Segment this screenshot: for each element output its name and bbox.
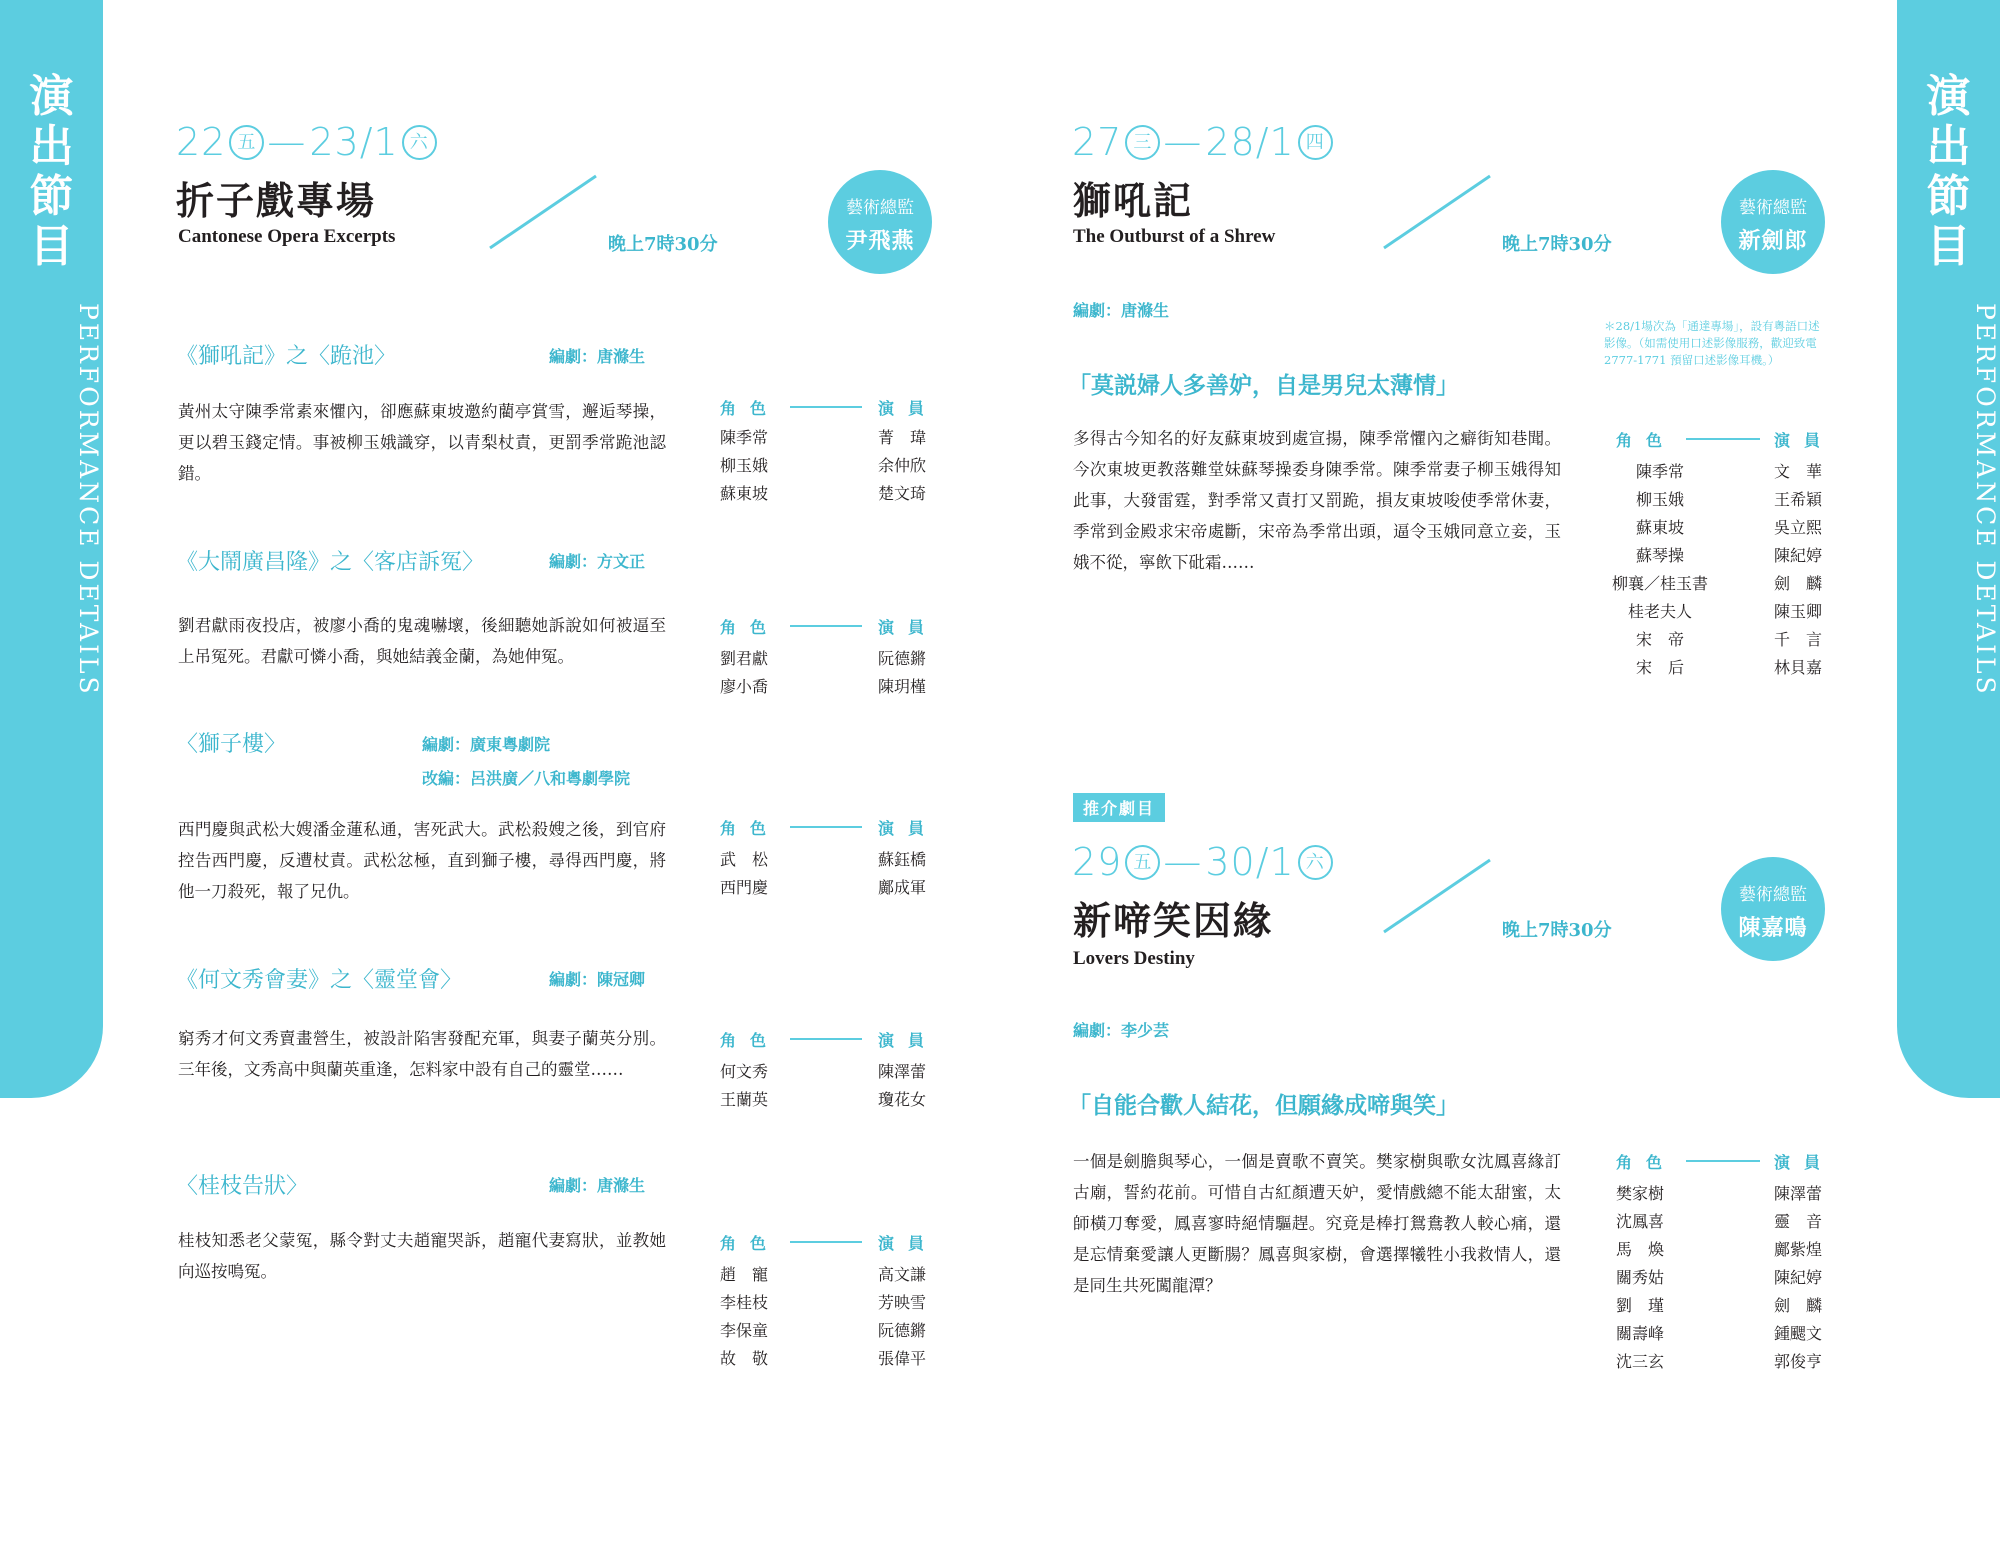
playwright-credit: 編劇：方文正: [549, 552, 646, 571]
weekday-badge: 五: [1125, 845, 1160, 880]
playwright-credit: 編劇：廣東粵劇院: [422, 735, 551, 754]
cast-actors: 文 華 王希穎 吳立熙 陳紀婷 劍 麟 陳玉卿 千 言 林貝嘉: [1774, 462, 1823, 677]
show-title-cn: 獅吼記: [1073, 178, 1194, 223]
artistic-director-badge: 藝術總監 尹飛燕: [828, 170, 932, 274]
cast-header: 角色 演員: [720, 819, 939, 838]
recommended-badge: 推介劇目: [1073, 793, 1165, 822]
show-time: 晚上7時30分: [608, 234, 718, 255]
cast-actors: 高文謙 芳映雪 阮德鏘 張偉平: [878, 1265, 927, 1368]
cast-actors: 陳澤蕾 靈 音 鄺紫煌 陳紀婷 劍 麟 鍾颸文 郭俊亨: [1774, 1184, 1823, 1371]
weekday-badge: 六: [402, 125, 437, 160]
piece-title: 《獅吼記》之〈跪池〉: [176, 344, 397, 369]
synopsis: 窮秀才何文秀賣畫營生，被設計陷害發配充軍，與妻子蘭英分別。三年後，文秀高中與蘭英重逢，怎料家中設有自己的靈堂……: [178, 1029, 666, 1079]
synopsis: 劉君獻雨夜投店，被廖小喬的鬼魂嚇壞，後細聽她訴說如何被逼至上吊冤死。君獻可憐小喬，與她結義金蘭，為她伸冤。: [178, 616, 666, 666]
show-title-en: The Outburst of a Shrew: [1073, 226, 1276, 247]
side-title-en: PERFORMANCE DETAILS: [74, 303, 103, 697]
cast-roles: 武 松 西門慶: [720, 850, 769, 897]
weekday-badge: 四: [1298, 125, 1333, 160]
side-title-en: PERFORMANCE DETAILS: [1971, 303, 2000, 697]
cast-header: 角色 演員: [720, 618, 939, 637]
show-time: 晚上7時30分: [1502, 234, 1612, 255]
piece-title: 〈獅子樓〉: [176, 732, 287, 757]
show-date: 22 五 — 23/1 六: [176, 120, 437, 164]
tagline-quote: 「自能合歡人結花，但願緣成啼與笑」: [1068, 1092, 1459, 1119]
playwright-credit: 編劇：唐滌生: [549, 347, 646, 366]
divider-slash: [1382, 858, 1492, 934]
divider-slash: [488, 174, 598, 250]
synopsis: 桂枝知悉老父蒙冤，縣令對丈夫趙寵哭訴，趙寵代妻寫狀，並教她向巡按鳴冤。: [178, 1231, 666, 1281]
show-time: 晚上7時30分: [1502, 920, 1612, 941]
cast-roles: 樊家樹 沈鳳喜 馬 煥 關秀姑 劉 瑾 關壽峰 沈三玄: [1616, 1184, 1665, 1371]
cast-roles: 何文秀 王蘭英: [720, 1062, 769, 1109]
artistic-director-badge: 藝術總監 新劍郎: [1721, 170, 1825, 274]
cast-actors: 菁 瑋 余仲欣 楚文琦: [878, 428, 927, 503]
show-date: 29 五 — 30/1 六: [1072, 840, 1333, 884]
weekday-badge: 六: [1298, 845, 1333, 880]
piece-title: 《何文秀會妻》之〈靈堂會〉: [176, 968, 463, 993]
show-title-cn: 折子戲專場: [176, 178, 377, 223]
synopsis: 黃州太守陳季常素來懼內，卻應蘇東坡邀約藺亭賞雪，邂逅琴操，更以碧玉錢定情。事被柳玉娥識穿，以青梨杖責，更罰季常跪池認錯。: [178, 402, 666, 483]
show-title-en: Lovers Destiny: [1073, 948, 1195, 969]
cast-actors: 陳澤蕾 瓊花女: [878, 1062, 927, 1109]
piece-title: 《大鬧廣昌隆》之〈客店訴冤〉: [176, 550, 485, 575]
cast-roles: 劉君獻 廖小喬: [720, 649, 769, 696]
side-title-cn: 演 出 節 目: [29, 71, 74, 272]
synopsis: 一個是劍膽與琴心，一個是賣歌不賣笑。樊家樹與歌女沈鳳喜緣訂古廟，誓約花前。可惜自古紅顏遭天妒，愛情戲總不能太甜蜜，太師橫刀奪愛，鳳喜寥時絕情驅趕。究竟是棒打鴛鴦教人較心痛，還是忘情棄愛讓人更斷腸？鳳喜與家樹，會選擇犧牲小我救情人，還是同生共死闖龍潭？: [1073, 1152, 1561, 1295]
playwright-credit: 編劇：唐滌生: [549, 1176, 646, 1195]
weekday-badge: 三: [1125, 125, 1160, 160]
cast-header: 角色 演員: [1616, 1153, 1835, 1172]
weekday-badge: 五: [229, 125, 264, 160]
tagline-quote: 「莫説婦人多善妒，自是男兒太薄情」: [1068, 372, 1459, 399]
synopsis: 多得古今知名的好友蘇東坡到處宣揚，陳季常懼內之癖街知巷聞。今次東坡更教落難堂妹蘇琴操委身陳季常。陳季常妻子柳玉娥得知此事，大發雷霆，對季常又責打又罰跪，損友東坡唆使季常休妻，季常到金殿求宋帝處斷，宋帝為季常出頭，逼令玉娥同意立妾，玉娥不從，寧飲下砒霜……: [1073, 429, 1561, 572]
playwright-credit: 編劇：唐滌生: [1073, 301, 1170, 320]
divider-slash: [1382, 174, 1492, 250]
side-tab-right: [1897, 0, 2000, 1098]
cast-roles: 趙 寵 李桂枝 李保童 故 敬: [720, 1265, 769, 1368]
show-title-en: Cantonese Opera Excerpts: [178, 226, 396, 247]
cast-actors: 阮德鏘 陳玥槿: [878, 649, 927, 696]
playwright-credit: 編劇：李少芸: [1073, 1021, 1170, 1040]
side-tab-left: [0, 0, 103, 1098]
side-title-cn: 演 出 節 目: [1926, 71, 1971, 272]
cast-header: 角色 演員: [720, 399, 939, 418]
show-date: 27 三 — 28/1 四: [1072, 120, 1333, 164]
playwright-credit: 編劇：陳冠卿: [549, 970, 646, 989]
audio-description-note: ＊28/1場次為「通達專場」，設有粵語口述影像。（如需使用口述影像服務，歡迎致電 2777-1771 預留口述影像耳機。）: [1604, 319, 1820, 367]
cast-actors: 蘇鈺橋 鄺成軍: [878, 850, 927, 897]
adaptation-credit: 改編：呂洪廣／八和粵劇學院: [422, 769, 631, 788]
cast-roles: 陳季常 柳玉娥 蘇東坡 蘇琴操 柳襄／桂玉書 桂老夫人 宋 帝 宋 后: [1611, 462, 1708, 677]
synopsis: 西門慶與武松大嫂潘金蓮私通，害死武大。武松殺嫂之後，到官府控告西門慶，反遭杖責。武松忿極，直到獅子樓，尋得西門慶，將他一刀殺死，報了兄仇。: [178, 820, 666, 901]
cast-header: 角色 演員: [1616, 431, 1835, 450]
cast-header: 角色 演員: [720, 1031, 939, 1050]
cast-header: 角色 演員: [720, 1234, 939, 1253]
show-title-cn: 新啼笑因緣: [1073, 898, 1274, 943]
artistic-director-badge: 藝術總監 陳嘉鳴: [1721, 857, 1825, 961]
cast-roles: 陳季常 柳玉娥 蘇東坡: [720, 428, 769, 503]
piece-title: 〈桂枝告狀〉: [176, 1174, 309, 1199]
